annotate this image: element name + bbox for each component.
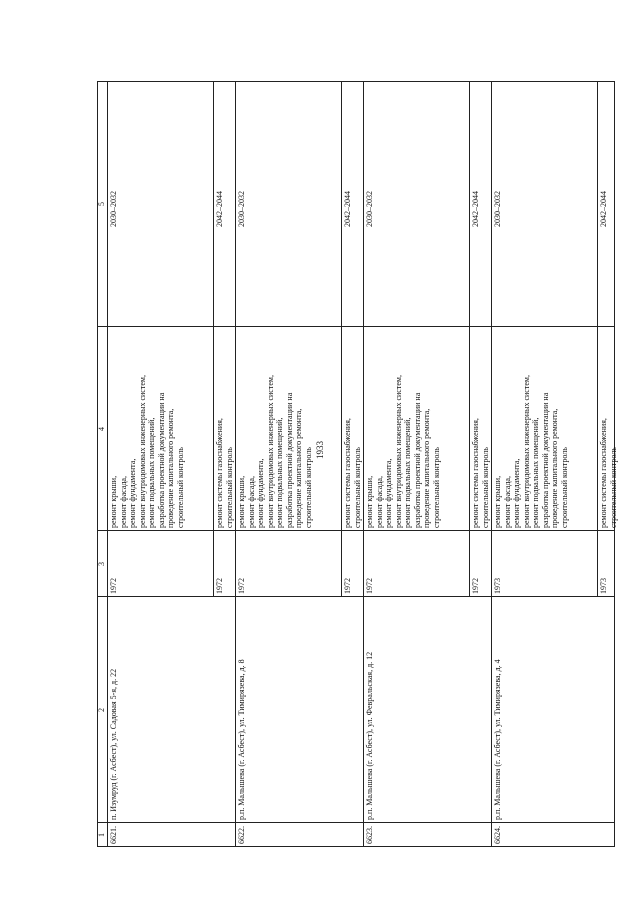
column-header-5: 5 bbox=[97, 202, 106, 206]
row-address: р.п. Малышева (г. Асбест), ул. Февральская, д. 12 bbox=[365, 651, 374, 820]
row-divider bbox=[491, 81, 492, 847]
work-item: ремонт крыши, bbox=[237, 475, 246, 528]
work-item: строительный контроль bbox=[224, 447, 234, 528]
column-divider bbox=[97, 530, 615, 531]
work-item: ремонт фасада, bbox=[118, 476, 128, 528]
work-item: ремонт системы газоснабжения, bbox=[471, 418, 480, 528]
column-header-4: 4 bbox=[97, 427, 106, 431]
work-period: 2030–2032 bbox=[365, 191, 374, 227]
build-year: 1972 bbox=[215, 578, 224, 594]
work-period: 2030–2032 bbox=[237, 191, 246, 227]
subrow-divider bbox=[213, 81, 214, 597]
work-item: ремонт системы газоснабжения, bbox=[343, 418, 352, 528]
work-item: проведение капитального ремонта, bbox=[294, 408, 303, 528]
column-header-1: 1 bbox=[97, 833, 106, 837]
build-year: 1973 bbox=[599, 578, 608, 594]
work-item: ремонт подвальных помещений, bbox=[147, 417, 156, 528]
row-divider bbox=[363, 81, 364, 847]
work-item: ремонт крыши, bbox=[365, 475, 374, 528]
build-year: 1972 bbox=[471, 578, 480, 594]
column-header-2: 2 bbox=[97, 708, 106, 712]
work-item: разработка проектной документации на bbox=[156, 392, 166, 528]
work-item: ремонт подвальных помещений, bbox=[403, 417, 412, 528]
work-item: строительный контроль bbox=[480, 447, 490, 528]
work-item: проведение капитального ремонта, bbox=[422, 408, 431, 528]
work-item: проведение капитального ремонта, bbox=[550, 408, 559, 528]
document-table bbox=[97, 81, 618, 847]
build-year: 1972 bbox=[109, 578, 118, 594]
row-number: 6623. bbox=[365, 826, 374, 844]
work-item: ремонт внутридомовых инженерных систем, bbox=[137, 375, 147, 528]
build-year: 1972 bbox=[237, 578, 246, 594]
work-period: 2042–2044 bbox=[471, 191, 480, 227]
work-item: ремонт фундамента, bbox=[128, 458, 137, 528]
work-item: ремонт внутридомовых инженерных систем, bbox=[265, 375, 275, 528]
column-header-3: 3 bbox=[97, 562, 106, 566]
work-item: ремонт фундамента, bbox=[256, 458, 265, 528]
work-item: ремонт фасада, bbox=[502, 476, 512, 528]
column-divider bbox=[97, 822, 615, 823]
work-item: строительный контроль bbox=[352, 447, 362, 528]
work-item: разработка проектной документации на bbox=[412, 392, 422, 528]
work-item: ремонт подвальных помещений, bbox=[531, 417, 540, 528]
work-item: строительный контроль bbox=[431, 447, 441, 528]
build-year: 1972 bbox=[365, 578, 374, 594]
work-item: ремонт внутридомовых инженерных систем, bbox=[393, 375, 403, 528]
column-divider bbox=[97, 596, 615, 597]
subrow-divider bbox=[341, 81, 342, 597]
row-number: 6624. bbox=[493, 826, 502, 844]
work-period: 2030–2032 bbox=[109, 191, 118, 227]
work-period: 2030–2032 bbox=[493, 191, 502, 227]
work-item: ремонт фасада, bbox=[374, 476, 384, 528]
work-item: ремонт фундамента, bbox=[512, 458, 521, 528]
work-item: проведение капитального ремонта, bbox=[166, 408, 175, 528]
page-number: 1933 bbox=[315, 441, 325, 459]
work-item: ремонт внутридомовых инженерных систем, bbox=[521, 375, 531, 528]
work-item: ремонт подвальных помещений, bbox=[275, 417, 284, 528]
row-number: 6622. bbox=[237, 826, 246, 844]
row-divider bbox=[235, 81, 236, 847]
work-item: ремонт крыши, bbox=[493, 475, 502, 528]
work-item: ремонт крыши, bbox=[109, 475, 118, 528]
work-period: 2042–2044 bbox=[343, 191, 352, 227]
subrow-divider bbox=[469, 81, 470, 597]
column-divider bbox=[97, 326, 615, 327]
work-item: разработка проектной документации на bbox=[540, 392, 550, 528]
row-address: р.п. Малышева (г. Асбест), ул. Тимирязева, д. 4 bbox=[493, 659, 502, 820]
work-item: ремонт фасада, bbox=[246, 476, 256, 528]
work-item: ремонт системы газоснабжения, bbox=[599, 418, 608, 528]
work-period: 2042–2044 bbox=[599, 191, 608, 227]
subrow-divider bbox=[597, 81, 598, 597]
work-item: строительный контроль bbox=[175, 447, 185, 528]
work-period: 2042–2044 bbox=[215, 191, 224, 227]
work-item: строительный контроль bbox=[559, 447, 569, 528]
row-address: р.п. Малышева (г. Асбест), ул. Тимирязева, д. 8 bbox=[237, 659, 246, 820]
row-address: п. Изумруд (г. Асбест), ул. Садовая 5-я, д. 22 bbox=[109, 668, 118, 820]
header-divider bbox=[107, 81, 108, 847]
build-year: 1973 bbox=[493, 578, 502, 594]
work-item: ремонт системы газоснабжения, bbox=[215, 418, 224, 528]
work-item: ремонт фундамента, bbox=[384, 458, 393, 528]
work-item: строительный контроль bbox=[303, 447, 313, 528]
build-year: 1972 bbox=[343, 578, 352, 594]
work-item: разработка проектной документации на bbox=[284, 392, 294, 528]
row-number: 6621. bbox=[109, 826, 118, 844]
work-item: строительный контроль bbox=[608, 447, 618, 528]
